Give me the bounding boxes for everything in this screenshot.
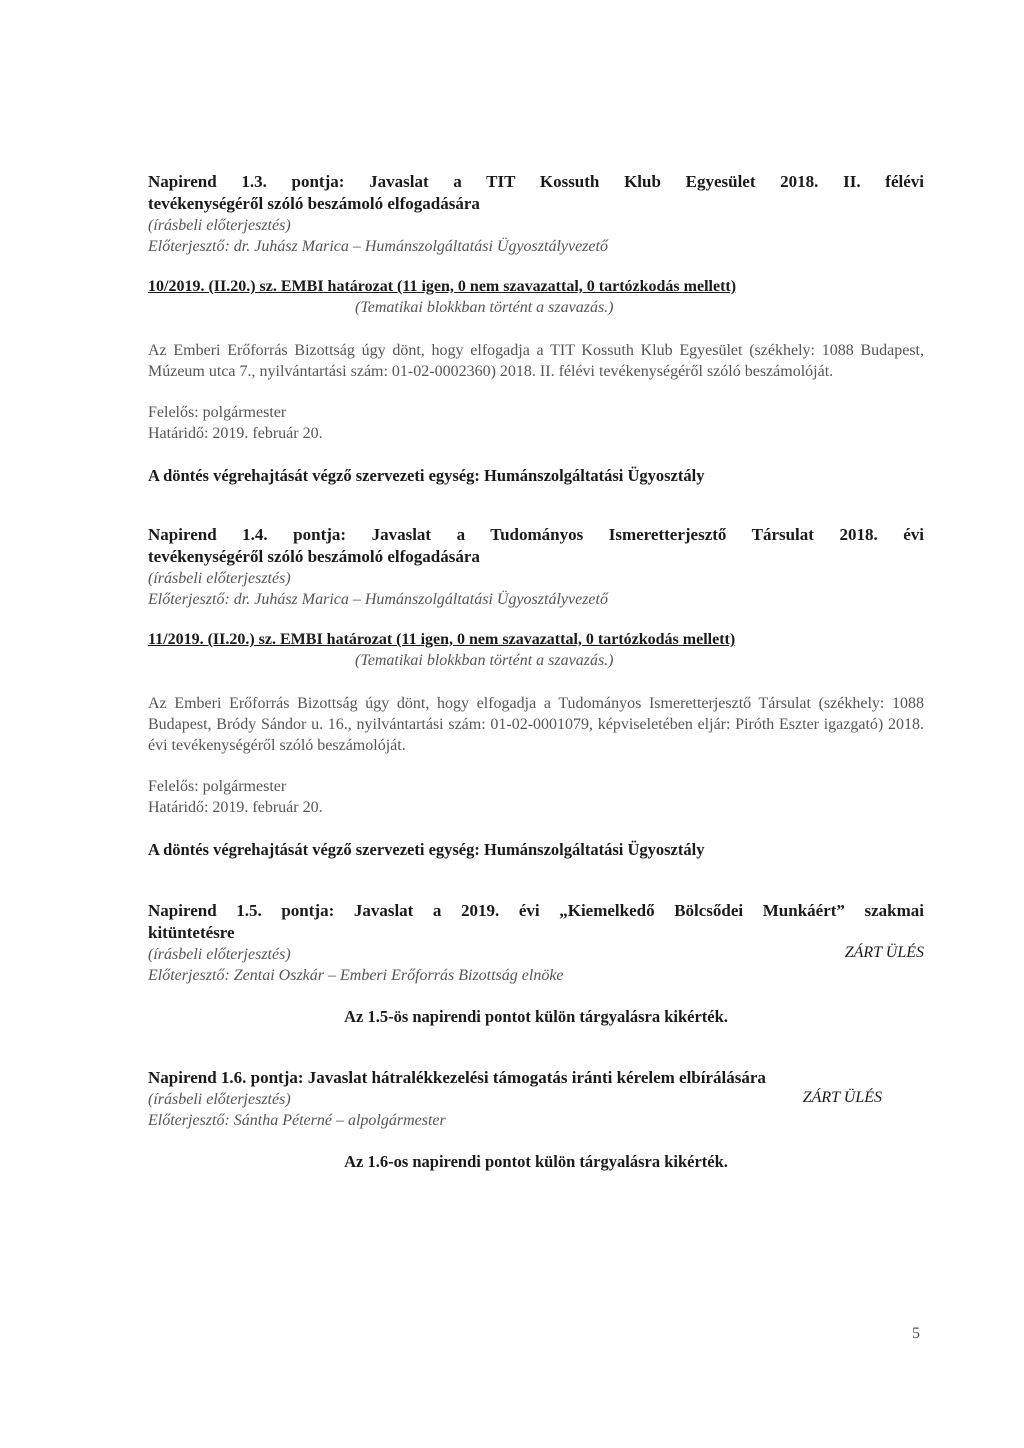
separate-discussion-note: Az 1.5-ös napirendi pontot külön tárgyalásra kikérték. <box>344 1007 728 1026</box>
page-number: 5 <box>912 1325 920 1342</box>
resolution-note: (Tematikai blokkban történt a szavazás.) <box>355 652 614 669</box>
document-page <box>148 171 924 1172</box>
submission-type: (írásbeli előterjesztés) <box>148 570 291 587</box>
executing-unit: A döntés végrehajtását végző szervezeti egység: Humánszolgáltatási Ügyosztály <box>148 840 705 859</box>
resolution-body: Az Emberi Erőforrás Bizottság úgy dönt, hogy elfogadja a TIT Kossuth Klub Egyesület (székhely: 1088 Budapest, Múzeum utca 7., nyilvántartási szám: 01-02-0002360) 2018. II. félévi tevékenységéről szóló beszámolóját. <box>148 342 924 380</box>
agenda-heading-cont: tevékenységéről szóló beszámoló elfogadására <box>148 194 480 213</box>
presenter: Előterjesztő: dr. Juhász Marica – Humánszolgáltatási Ügyosztályvezető <box>148 591 608 608</box>
agenda-heading: Napirend 1.5. pontja: Javaslat a 2019. évi „Kiemelkedő Bölcsődei Munkáért” szakmai <box>148 901 924 920</box>
submission-type: (írásbeli előterjesztés) <box>148 1091 291 1108</box>
agenda-heading-cont: tevékenységéről szóló beszámoló elfogadására <box>148 547 480 566</box>
responsible: Felelős: polgármester <box>148 404 287 421</box>
executing-unit: A döntés végrehajtását végző szervezeti egység: Humánszolgáltatási Ügyosztály <box>148 466 705 485</box>
presenter: Előterjesztő: dr. Juhász Marica – Humánszolgáltatási Ügyosztályvezető <box>148 238 608 255</box>
agenda-item-1-6 <box>148 1067 924 1172</box>
responsible: Felelős: polgármester <box>148 778 287 795</box>
agenda-heading: Napirend 1.4. pontja: Javaslat a Tudományos Ismeretterjesztő Társulat 2018. évi <box>148 525 924 544</box>
resolution-title: 10/2019. (II.20.) sz. EMBI határozat (11 igen, 0 nem szavazattal, 0 tartózkodás mellett) <box>148 278 737 295</box>
separate-discussion-note: Az 1.6-os napirendi pontot külön tárgyalásra kikérték. <box>344 1152 728 1171</box>
submission-type: (írásbeli előterjesztés) <box>148 946 291 963</box>
resolution-note: (Tematikai blokkban történt a szavazás.) <box>355 299 614 316</box>
agenda-item-1-5 <box>148 900 924 1027</box>
agenda-item-1-3 <box>148 171 924 486</box>
type-row <box>148 944 924 965</box>
agenda-item-1-4 <box>148 524 924 860</box>
presenter: Előterjesztő: Zentai Oszkár – Emberi Erőforrás Bizottság elnöke <box>148 967 564 984</box>
presenter: Előterjesztő: Sántha Péterné – alpolgármester <box>148 1112 446 1129</box>
submission-type: (írásbeli előterjesztés) <box>148 217 291 234</box>
deadline: Határidő: 2019. február 20. <box>148 799 323 816</box>
closed-session-label: ZÁRT ÜLÉS <box>844 944 924 961</box>
type-row <box>148 1089 924 1110</box>
agenda-heading: Napirend 1.6. pontja: Javaslat hátralékkezelési támogatás iránti kérelem elbírálására <box>148 1068 766 1087</box>
agenda-heading-cont: kitüntetésre <box>148 923 235 942</box>
agenda-heading: Napirend 1.3. pontja: Javaslat a TIT Kossuth Klub Egyesület 2018. II. félévi <box>148 172 924 191</box>
resolution-title: 11/2019. (II.20.) sz. EMBI határozat (11 igen, 0 nem szavazattal, 0 tartózkodás mellett) <box>148 631 736 648</box>
closed-session-label: ZÁRT ÜLÉS <box>802 1089 882 1106</box>
resolution-body: Az Emberi Erőforrás Bizottság úgy dönt, hogy elfogadja a Tudományos Ismeretterjesztő Társulat (székhely: 1088 Budapest, Bródy Sándor u. 16., nyilvántartási szám: 01-02-0001079, képviseletében eljár: Piróth Eszter igazgató) 2018. évi tevékenységéről szóló beszámolóját. <box>148 695 924 754</box>
deadline: Határidő: 2019. február 20. <box>148 425 323 442</box>
